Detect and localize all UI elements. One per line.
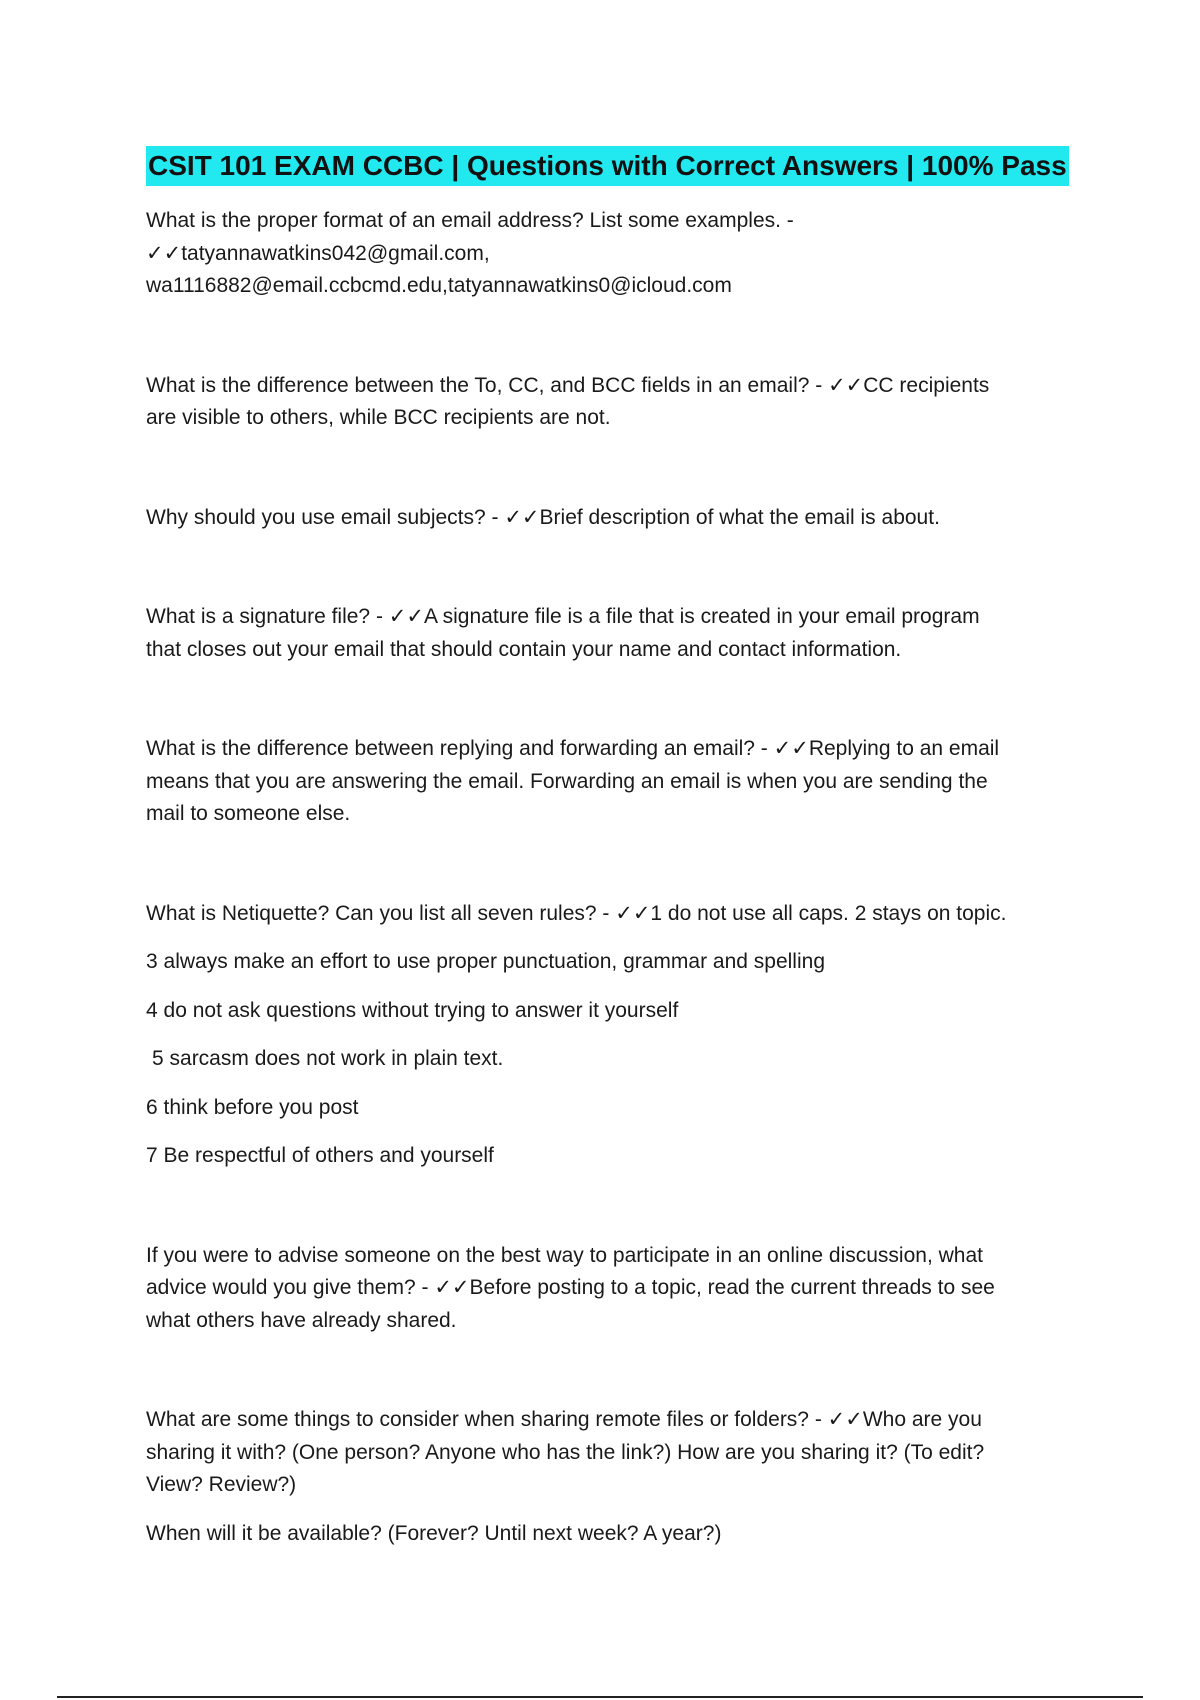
qa-line: Why should you use email subjects? - ✓✓Brief description of what the email is about. — [146, 505, 940, 529]
qa-line: advice would you give them? - ✓✓Before posting to a topic, read the current threads to see — [146, 1276, 995, 1299]
qa-item-sharing-files — [146, 1404, 1066, 1550]
qa-line: When will it be available? (Forever? Until next week? A year?) — [146, 1521, 722, 1545]
qa-line: View? Review?) — [146, 1473, 297, 1496]
qa-line: What is a signature file? - ✓✓A signature file is a file that is created in your email program — [146, 605, 980, 628]
document-title: CSIT 101 EXAM CCBC | Questions with Correct Answers | 100% Pass — [146, 146, 1069, 186]
qa-line: are visible to others, while BCC recipients are not. — [146, 406, 611, 429]
netiquette-rule-6: 6 think before you post — [146, 1095, 359, 1119]
qa-line: wa1116882@email.ccbcmd.edu,tatyannawatkins0@icloud.com — [146, 274, 732, 297]
qa-line: ✓✓tatyannawatkins042@gmail.com, — [146, 241, 490, 265]
netiquette-rule-3: 3 always make an effort to use proper punctuation, grammar and spelling — [146, 950, 825, 973]
qa-line: What is the difference between replying and forwarding an email? - ✓✓Replying to an email — [146, 737, 1000, 760]
qa-content — [146, 205, 1066, 1550]
qa-item-email-subjects — [146, 502, 1066, 535]
qa-item-netiquette — [146, 898, 1066, 1173]
footer-divider — [57, 1696, 1143, 1698]
qa-item-to-cc-bcc — [146, 370, 1066, 435]
qa-line: What is Netiquette? Can you list all seven rules? - ✓✓1 do not use all caps. 2 stays on topic. — [146, 901, 1007, 925]
qa-line: sharing it with? (One person? Anyone who has the link?) How are you sharing it? (To edit? — [146, 1440, 985, 1464]
qa-line: What is the difference between the To, CC, and BCC fields in an email? - ✓✓CC recipients — [146, 373, 990, 397]
netiquette-rule-7: 7 Be respectful of others and yourself — [146, 1144, 494, 1167]
qa-line: What are some things to consider when sharing remote files or folders? - ✓✓Who are you — [146, 1408, 982, 1431]
qa-line: What is the proper format of an email address? List some examples. - — [146, 209, 794, 232]
qa-item-email-format — [146, 205, 1066, 303]
netiquette-rule-5: 5 sarcasm does not work in plain text. — [152, 1047, 504, 1070]
qa-item-signature-file — [146, 601, 1066, 666]
qa-line: means that you are answering the email. Forwarding an email is when you are sending the — [146, 769, 988, 793]
qa-line: mail to someone else. — [146, 802, 351, 825]
qa-line: what others have already shared. — [146, 1308, 457, 1332]
qa-item-online-discussion — [146, 1240, 1066, 1338]
netiquette-rule-4: 4 do not ask questions without trying to answer it yourself — [146, 998, 679, 1022]
qa-item-reply-forward — [146, 733, 1066, 831]
title-block — [146, 146, 1069, 186]
qa-line: that closes out your email that should contain your name and contact information. — [146, 637, 902, 661]
qa-line: If you were to advise someone on the best way to participate in an online discussion, what — [146, 1243, 983, 1267]
